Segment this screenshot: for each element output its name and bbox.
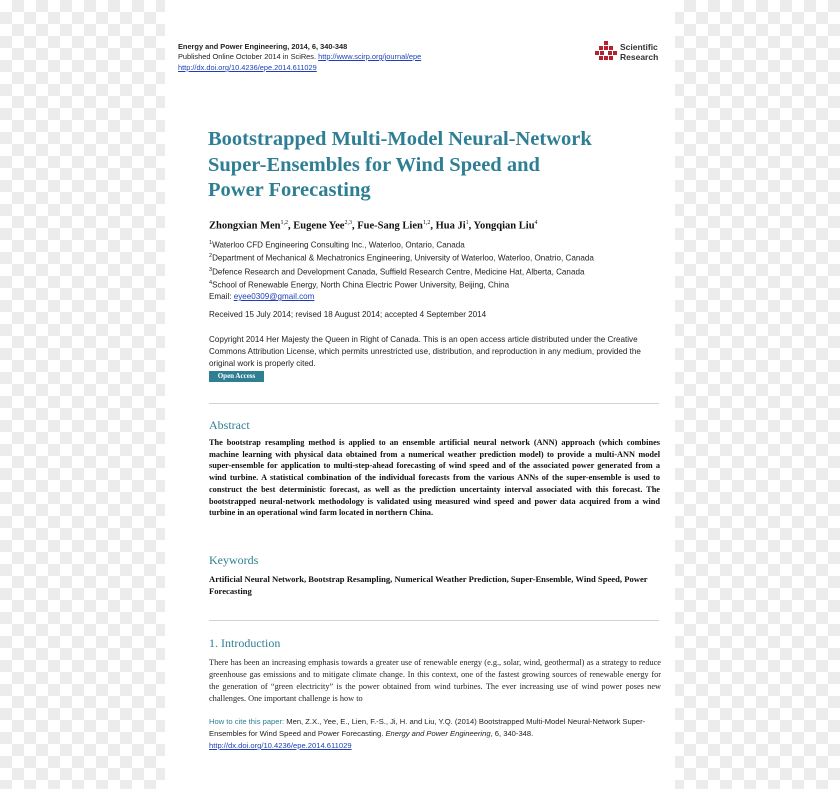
cite-label: How to cite this paper:: [209, 717, 285, 726]
doi-line: [178, 63, 317, 73]
email-label: Email:: [209, 292, 232, 302]
received-dates: Received 15 July 2014; revised 18 August 2014; accepted 4 September 2014: [209, 310, 487, 319]
publisher-name-line1: Scientific: [620, 42, 658, 52]
paper-title: [208, 127, 658, 204]
author-name: Fue-Sang Lien: [357, 220, 423, 232]
abstract-heading: Abstract: [209, 418, 250, 432]
affiliation-sup: 3: [209, 266, 213, 273]
published-line: [178, 52, 421, 62]
author-name: Eugene Yee: [293, 220, 345, 232]
author-affil-sup: 1,2: [422, 220, 431, 226]
email-row: [209, 291, 669, 303]
title-line: Bootstrapped Multi-Model Neural-Network: [208, 128, 592, 150]
abstract-body: The bootstrap resampling method is applied to an ensemble artificial neural network (ANN) approach (which combines machine learning with physical data obtained from a numerical weather prediction model) to provide a multi-ANN model super-ensemble for application to multi-step-ahead forecasting of wind speed and of the associated power generated from a wind turbine. A statistical combination of the individual forecasts from the various ANNs of the super-ensemble is used to construct the best deterministic forecast, as well as the prediction uncertainty interval associated with this forecast. The bootstrapped neural-network methodology is validated using measured wind speed and power data acquired from a wind turbine in an operational wind farm located in northern China.: [209, 438, 660, 518]
open-access-badge: Open Access: [209, 371, 264, 382]
publisher-name: [620, 43, 658, 62]
section-divider: [209, 620, 659, 621]
cite-volume: , 6, 340-348.: [490, 729, 534, 738]
introduction-heading: 1. Introduction: [209, 636, 281, 650]
affiliations: [209, 238, 669, 303]
title-line: Super-Ensembles for Wind Speed and: [208, 153, 540, 176]
author-list: Zhongxian Men$^{1,2}$, Eugene Yee$^{2,3}$, Fue-Sang Lien$^{1,2}$, Hua Ji$^1$, Yongqian Liu$^4$: [209, 220, 538, 232]
journal-url-link[interactable]: http://www.scirp.org/journal/epe: [318, 52, 422, 61]
author-name: Zhongxian Men: [209, 220, 281, 232]
published-text: Published Online October 2014 in SciRes.: [178, 52, 317, 61]
cite-doi-link[interactable]: http://dx.doi.org/10.4236/epe.2014.611029: [209, 741, 352, 750]
email-link[interactable]: eyee0309@gmail.com: [233, 292, 315, 302]
author-affil-sup: 1,2: [280, 220, 288, 226]
author-affil-sup: 4: [534, 220, 538, 226]
author-affil-sup: 1: [465, 220, 469, 226]
affiliation-text: Waterloo CFD Engineering Consulting Inc., Waterloo, Ontario, Canada: [212, 240, 465, 250]
publisher-logo: [595, 40, 665, 66]
cite-journal: Energy and Power Engineering: [385, 729, 491, 738]
affiliation-row: [209, 265, 669, 278]
affiliation-row: [209, 238, 669, 251]
affiliation-text: Defence Research and Development Canada, Suffield Research Centre, Medicine Hat, Alberta, Canada: [212, 267, 585, 277]
affiliation-text: School of Renewable Energy, North China Electric Power University, Beijing, China: [212, 280, 510, 290]
author-name: Yongqian Liu: [473, 220, 535, 232]
how-to-cite: [209, 716, 661, 752]
author-affil-sup: 2,3: [344, 220, 352, 226]
affiliation-row: [209, 278, 669, 291]
affiliation-row: [209, 251, 669, 264]
title-line: Power Forecasting: [208, 179, 371, 201]
journal-line: [178, 42, 347, 52]
publisher-name-line2: Research: [620, 51, 659, 62]
journal-citation: Energy and Power Engineering, 2014, 6, 340-348: [178, 42, 348, 51]
keywords-body: Artificial Neural Network, Bootstrap Resampling, Numerical Weather Prediction, Super-Ensemble, Wind Speed, Power Forecasting: [209, 574, 648, 596]
affiliation-sup: 4: [209, 279, 213, 286]
affiliation-sup: 2: [209, 253, 213, 260]
copyright-notice: Copyright 2014 Her Majesty the Queen in Right of Canada. This is an open access article distributed under the Creative Commons Attribution License, which permits unrestricted use, distribution, and reproduction in any medium, provided the original work is properly cited.: [209, 335, 641, 368]
cite-text: Men, Z.X., Yee, E., Lien, F.-S., Ji, H. and Liu, Y.Q. (2014) Bootstrapped Multi-Model Neural-Network Super-Ensembles for Wind Speed and Power Forecasting.: [209, 717, 646, 738]
author-name: Hua Ji: [435, 220, 466, 232]
keywords-heading: Keywords: [209, 553, 259, 567]
introduction-body: There has been an increasing emphasis towards a greater use of renewable energy (e.g., solar, wind, geothermal) as a strategy to reduce greenhouse gas emissions and to mitigate climate change. In this context, one of the fastest growing sources of renewable energy for the generation of “green electricity” is the power obtained from wind turbines. The ever increasing use of wind power poses new challenges. One important challenge is how to: [209, 658, 661, 704]
scientific-research-logo-icon: [595, 41, 617, 63]
affiliation-sup: 1: [209, 240, 213, 246]
section-divider: [209, 403, 659, 404]
doi-link[interactable]: http://dx.doi.org/10.4236/epe.2014.611029: [178, 63, 317, 72]
affiliation-text: Department of Mechanical & Mechatronics Engineering, University of Waterloo, Waterloo, Onatrio, Canada: [212, 253, 594, 263]
